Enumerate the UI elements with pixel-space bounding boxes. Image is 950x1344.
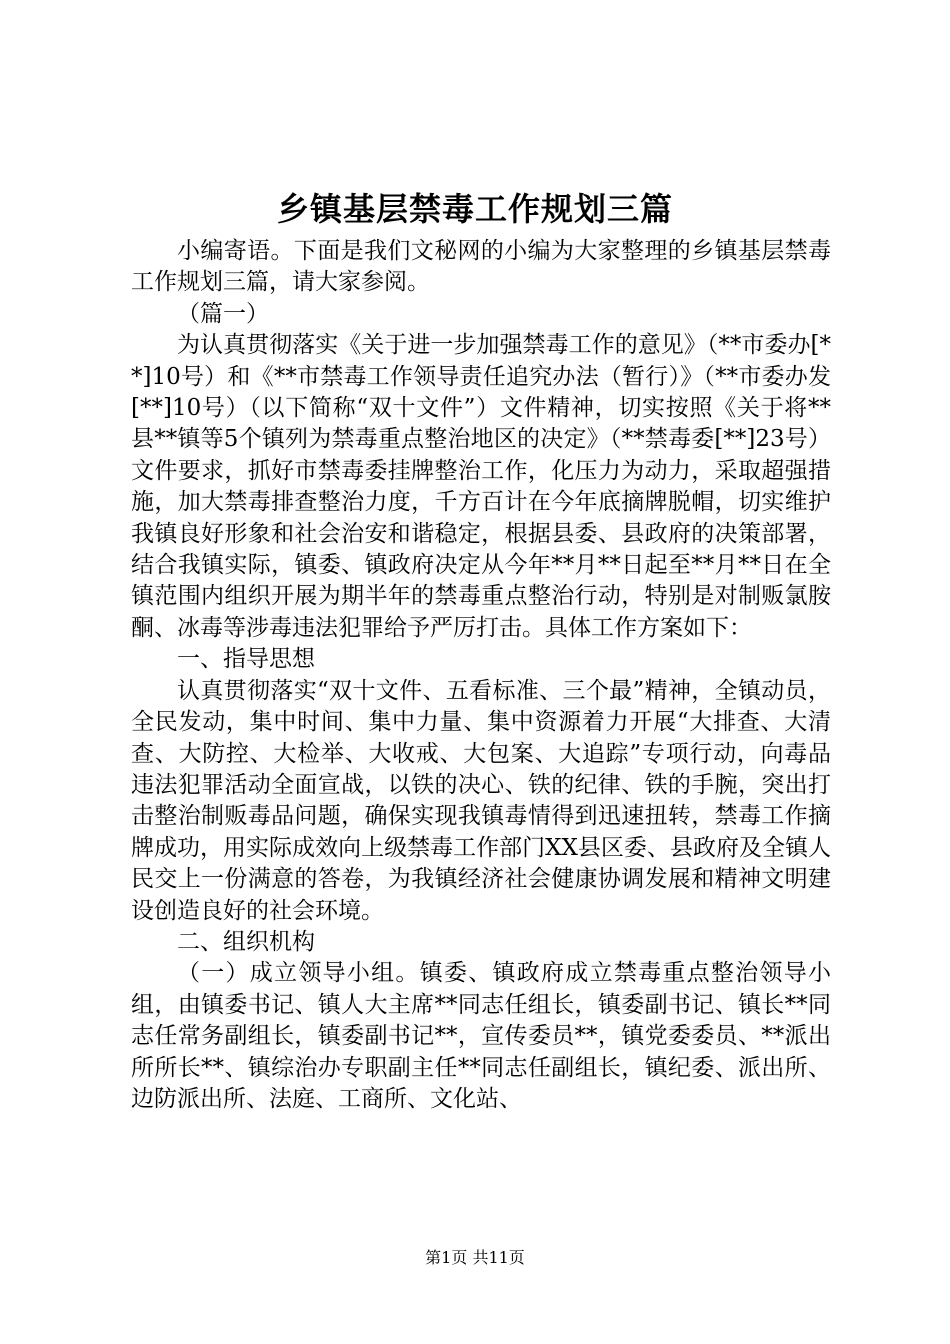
page-footer: 第1页 共11页 bbox=[425, 1248, 525, 1267]
paragraph-leadership-group: （一）成立领导小组。镇委、镇政府成立禁毒重点整治领导小组，由镇委书记、镇人大主席**同志任组长，镇委副书记、镇长**同志任常务副组长，镇委副书记**，宣传委员**，镇党委委员、**派出所所长**、镇综治办专职副主任**同志任副组长，镇纪委、派出所、边防派出所、法庭、工商所、文化站、 bbox=[131, 960, 831, 1112]
document-body bbox=[131, 236, 831, 1115]
paragraph-intro: 小编寄语。下面是我们文秘网的小编为大家整理的乡镇基层禁毒工作规划三篇，请大家参阅。 bbox=[131, 238, 831, 296]
heading-guiding-ideology: 一、指导思想 bbox=[177, 646, 315, 673]
document-title: 乡镇基层禁毒工作规划三篇 bbox=[276, 190, 673, 228]
paragraph-guiding-ideology: 认真贯彻落实“双十文件、五看标准、三个最”精神，全镇动员，全民发动，集中时间、集中力量、集中资源着力开展“大排查、大清查、大防控、大检举、大收戒、大包案、大追踪”专项行动，向毒品违法犯罪活动全面宣战，以铁的决心、铁的纪律、铁的手腕，突出打击整治制贩毒品问题，确保实现我镇毒情得到迅速扭转，禁毒工作摘牌成功，用实际成效向上级禁毒工作部门XX县区委、县政府及全镇人民交上一份满意的答卷，为我镇经济社会健康协调发展和精神文明建设创造良好的社会环境。 bbox=[131, 677, 831, 924]
section-label-part-one: （篇一） bbox=[177, 300, 269, 327]
paragraph-preamble: 为认真贯彻落实《关于进一步加强禁毒工作的意见》（**市委办[**]10号）和《**市禁毒工作领导责任追究办法（暂行）》（**市委办发[**]10号）（以下简称“双十文件”）文件精神，切实按照《关于将**县**镇等5个镇列为禁毒重点整治地区的决定》（**禁毒委[**]23号）文件要求，抓好市禁毒委挂牌整治工作，化压力为动力，采取超强措施，加大禁毒排查整治力度，千方百计在今年底摘牌脱帽，切实维护我镇良好形象和社会治安和谐稳定，根据县委、县政府的决策部署，结合我镇实际，镇委、镇政府决定从今年**月**日起至**月**日在全镇范围内组织开展为期半年的禁毒重点整治行动，特别是对制贩氯胺酮、冰毒等涉毒违法犯罪给予严厉打击。具体工作方案如下： bbox=[131, 332, 831, 641]
heading-organization: 二、组织机构 bbox=[177, 928, 315, 955]
